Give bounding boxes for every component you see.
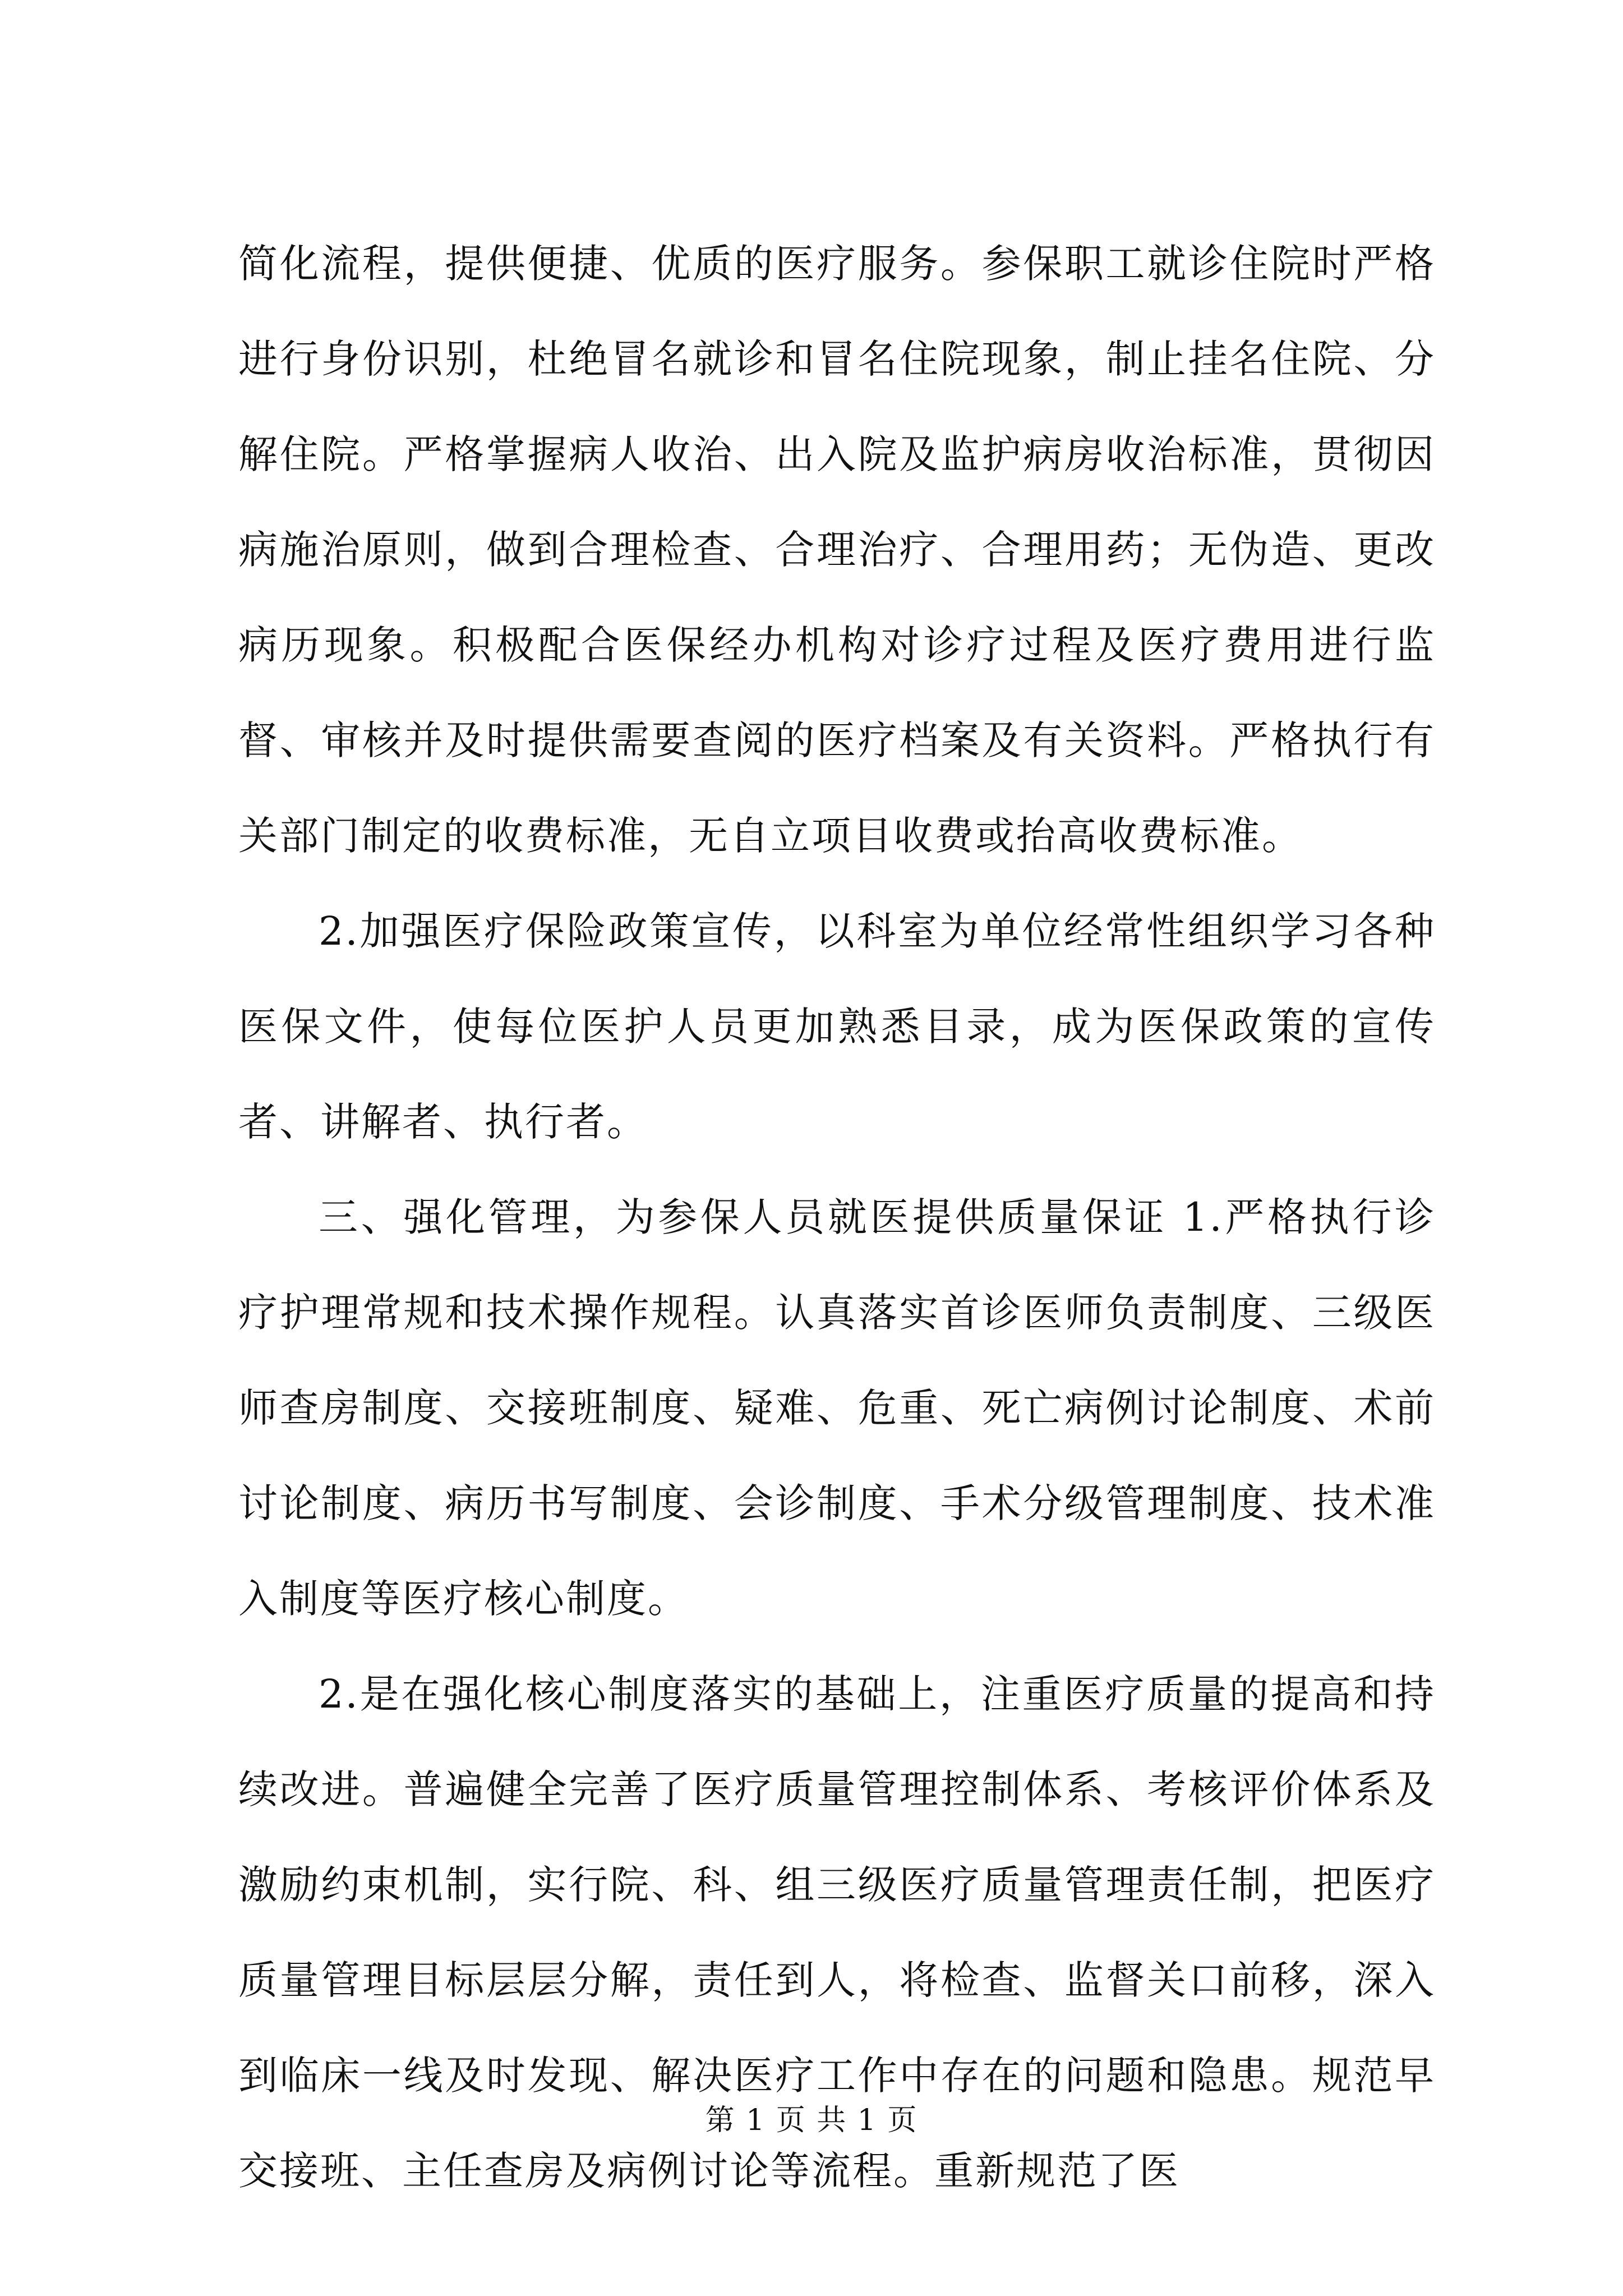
page-footer: 第 1 页 共 1 页 — [705, 2104, 918, 2137]
document-body — [238, 216, 1436, 2219]
paragraph-4: 2.是在强化核心制度落实的基础上，注重医疗质量的提高和持续改进。普遍健全完善了医疗质量管理控制体系、考核评价体系及激励约束机制，实行院、科、组三级医疗质量管理责任制，把医疗质量管理目标层层分解，责任到人，将检查、监督关口前移，深入到临床一线及时发现、解决医疗工作中存在的问题和隐患。规范早交接班、主任查房及病例讨论等流程。重新规范了医 — [238, 1671, 1436, 2194]
paragraph-1: 简化流程，提供便捷、优质的医疗服务。参保职工就诊住院时严格进行身份识别，杜绝冒名就诊和冒名住院现象，制止挂名住院、分解住院。严格掌握病人收治、出入院及监护病房收治标准，贯彻因病施治原则，做到合理检查、合理治疗、合理用药；无伪造、更改病历现象。积极配合医保经办机构对诊疗过程及医疗费用进行监督、审核并及时提供需要查阅的医疗档案及有关资料。严格执行有关部门制定的收费标准，无自立项目收费或抬高收费标准。 — [238, 241, 1436, 859]
paragraph-3: 三、强化管理，为参保人员就医提供质量保证 1.严格执行诊疗护理常规和技术操作规程。认真落实首诊医师负责制度、三级医师查房制度、交接班制度、疑难、危重、死亡病例讨论制度、术前讨论制度、病历书写制度、会诊制度、手术分级管理制度、技术准入制度等医疗核心制度。 — [238, 1194, 1436, 1622]
paragraph-2: 2.加强医疗保险政策宣传，以科室为单位经常性组织学习各种医保文件，使每位医护人员更加熟悉目录，成为医保政策的宣传者、讲解者、执行者。 — [238, 908, 1436, 1145]
